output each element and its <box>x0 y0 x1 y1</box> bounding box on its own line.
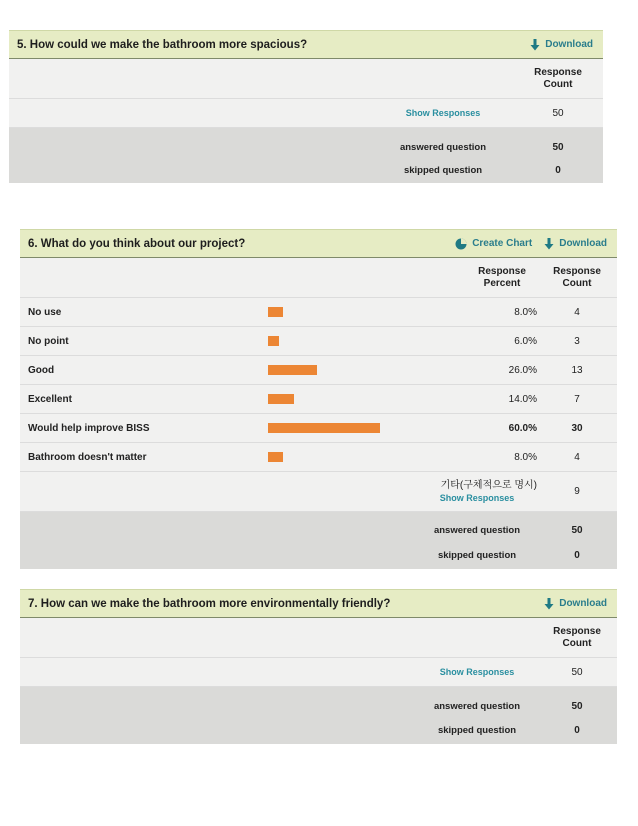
question-7-title: 7. How can we make the bathroom more environmentally friendly? <box>28 597 391 610</box>
q6-answer-bar <box>268 336 279 346</box>
q6-col-response-count: Response Count <box>553 265 601 289</box>
question-5-panel <box>9 30 603 183</box>
q6-answer-count: 3 <box>574 335 580 347</box>
q7-skipped-row <box>20 720 617 744</box>
question-6-title: 6. What do you think about our project? <box>28 237 246 250</box>
q6-other-show-responses-link[interactable]: Show Responses <box>439 492 515 503</box>
q5-show-responses-link[interactable]: Show Responses <box>405 108 481 118</box>
q5-download-link[interactable] <box>530 39 593 51</box>
q5-response-count: 50 <box>552 107 564 119</box>
q6-download-link[interactable] <box>544 238 607 250</box>
q6-answer-bar <box>268 452 283 462</box>
q6-create-chart-label: Create Chart <box>472 238 533 249</box>
question-7-header <box>20 589 617 618</box>
q6-other-cell <box>387 480 537 504</box>
q6-other-count: 9 <box>574 486 580 497</box>
q7-responses-row <box>20 658 617 687</box>
q7-col-response-count: Response Count <box>553 625 601 649</box>
q6-answered-row <box>20 512 617 545</box>
q6-answer-bar <box>268 423 380 433</box>
q6-answer-row <box>20 327 617 356</box>
download-arrow-icon <box>544 238 554 250</box>
q5-col-response-count: Response Count <box>534 66 582 90</box>
q6-answer-percent: 8.0% <box>514 306 537 318</box>
q7-skipped-label: skipped question <box>437 724 517 736</box>
q6-answer-count: 4 <box>574 451 580 463</box>
q6-answer-bar <box>268 394 294 404</box>
q7-column-header-row <box>20 618 617 658</box>
q6-answer-row <box>20 443 617 472</box>
q6-answer-percent: 26.0% <box>508 364 537 376</box>
q6-answer-row <box>20 298 617 327</box>
question-7-panel <box>20 589 617 744</box>
q5-answered-value: 50 <box>552 142 564 153</box>
q6-answer-rows <box>20 298 617 472</box>
q6-answer-label: Would help improve BISS <box>28 422 150 434</box>
pie-chart-icon <box>455 238 467 250</box>
q5-responses-row <box>9 99 603 128</box>
q6-answer-label: Excellent <box>28 393 72 405</box>
q6-answer-percent: 60.0% <box>508 422 537 434</box>
download-arrow-icon <box>544 598 554 610</box>
q6-answer-row <box>20 385 617 414</box>
q6-answered-value: 50 <box>571 525 583 536</box>
q6-answer-label: No use <box>28 306 62 318</box>
q6-skipped-row <box>20 545 617 569</box>
q6-answer-percent: 8.0% <box>514 451 537 463</box>
q6-download-label: Download <box>559 238 607 249</box>
q6-answer-count: 13 <box>571 364 583 376</box>
q7-response-count: 50 <box>571 666 583 678</box>
q7-show-responses-link[interactable]: Show Responses <box>439 667 515 677</box>
q7-download-link[interactable] <box>544 598 607 610</box>
q6-answer-count: 4 <box>574 306 580 318</box>
q5-skipped-row <box>9 161 603 183</box>
question-6-header <box>20 229 617 258</box>
q6-answer-row <box>20 414 617 443</box>
q6-other-label: 기타(구체적으로 명시) <box>440 479 537 491</box>
q6-answer-percent: 14.0% <box>508 393 537 405</box>
q5-skipped-label: skipped question <box>403 164 483 176</box>
q5-column-header-row <box>9 59 603 99</box>
q6-answer-label: No point <box>28 335 69 347</box>
q7-answered-label: answered question <box>433 701 521 712</box>
q6-answer-label: Good <box>28 364 55 376</box>
q7-download-label: Download <box>559 598 607 609</box>
q6-col-response-percent: Response Percent <box>478 265 526 289</box>
q6-skipped-value: 0 <box>574 549 580 561</box>
question-5-header <box>9 30 603 59</box>
q6-answer-label: Bathroom doesn't matter <box>28 451 147 463</box>
q5-download-label: Download <box>545 39 593 50</box>
q5-answered-row <box>9 128 603 161</box>
q6-answered-label: answered question <box>433 525 521 536</box>
q7-answered-value: 50 <box>571 701 583 712</box>
q5-skipped-value: 0 <box>555 164 561 176</box>
q5-answered-label: answered question <box>399 142 487 153</box>
q6-answer-bar <box>268 365 317 375</box>
q7-answered-row <box>20 687 617 720</box>
q6-answer-bar <box>268 307 283 317</box>
question-6-panel <box>20 229 617 569</box>
question-5-title: 5. How could we make the bathroom more spacious? <box>17 38 308 51</box>
q7-skipped-value: 0 <box>574 724 580 736</box>
download-arrow-icon <box>530 39 540 51</box>
q6-answer-count: 30 <box>571 422 583 434</box>
q6-create-chart-link[interactable] <box>455 238 532 250</box>
q6-other-row <box>20 472 617 512</box>
q6-skipped-label: skipped question <box>437 549 517 561</box>
q6-column-header-row <box>20 258 617 298</box>
q6-answer-row <box>20 356 617 385</box>
q6-answer-count: 7 <box>574 393 580 405</box>
q6-answer-percent: 6.0% <box>514 335 537 347</box>
